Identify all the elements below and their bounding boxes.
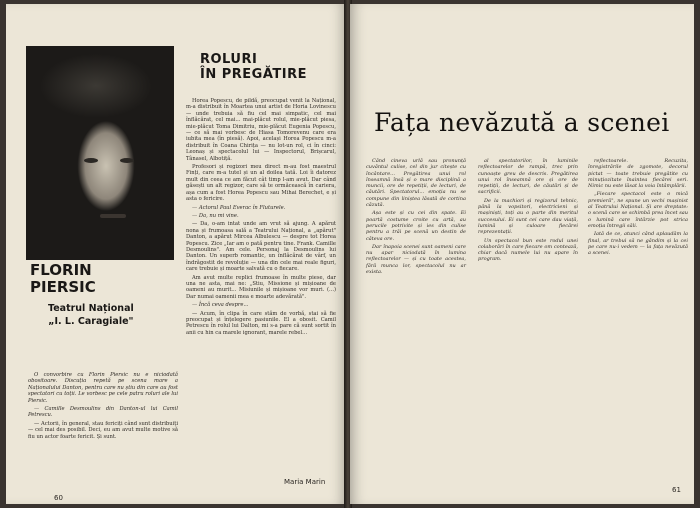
page-number-left: 60 [54,494,63,502]
paragraph: Horea Popescu, de pildă, preocupat venit la Național, m-a distribuit în Moartea unui artist de Horia Lovinescu — unde trebuia să fiu cel mai simpatic, cel mai înflăcărat, cel mai... mai-plăcut rolul, mie-plăcut piesa, mie-plăcut Toma Dimitriu, mie-plăcut Eugenia Popescu, — ce să mai vorbesc de Hiasa Tomorevenu care era iubita mea (în piesă). Apoi, același Horea Popescu m-a distribuit în Coana Chirița — nu lot-un rol, ci în cinci: Leonaș și spectacolul lui — Inspectorul, Brișcarul, Tânasel, Albotiță. [186,98,336,162]
portrait-eye-right [120,158,134,163]
paragraph: Am avut multe replici frumoase în multe piese, dar una ne asta, mai ne: „Stiu, Missione și mișioane de oameni au murit... Misiunile și mișioane vor muri. (...) Dar numai oamenii mea e moarte adevărată". [186,274,336,300]
portrait-mouth [100,214,126,218]
paragraph: al spectatorilor, în luminile reflectoarelor de rampă, trec prin cunoaște greu de descris. Pregătirea unui rol înseamnă ore și ore de repetiții, de lecturi, de căutări și de sacrificii. [478,158,578,196]
paragraph: Un spectacol bun este rodul unei colaborări în care fiecare om contează, chiar dacă numele lui nu apare în program. [478,237,578,263]
page-number-right: 61 [672,486,681,494]
paragraph: De la machiori și regizorul tehnic, până la vopsitori, electricieni și mașiniști, toți au o parte din meritul succesului. Ei sunt cei care dau viață, lumină și culoare fiecărei reprezentații. [478,197,578,236]
paragraph: Profesori și regizori meu direct m-au fost maestrul Finți, care m-a tutel și un al doilea tată. Loi îi datorez mult din ceea ce am făcut cât timp l-am avut. Dar când găsești un alt regizor, care să te ormăcească în cariera, așa cum a fost Horea Popescu sau Mihai Berechet, e și asta o fericire. [186,164,336,203]
actor-portrait-photo [26,46,174,260]
author-signature: Maria Marin [284,478,326,486]
actor-first-name: FLORIN [30,261,92,279]
article-column-2 [478,158,578,474]
theatre-name [48,302,134,328]
paragraph: O convorbire cu Florin Piersic nu e niciodată obositoare. Discuția repetă pe scena mare a Naționalului Danton, pentru care nu știu din care au fost spectatori cu toții. Le vorbesc pe cele patru roluri ale lui Piersic. [28,372,178,404]
paragraph: Dar înapoia scenei sunt oameni care nu apar niciodată în lumina reflectoarelor — și cu toate acestea, fără munca lor, spectacolul nu ar exista. [366,243,466,276]
portrait-eye-left [84,158,98,163]
theatre-line1: Teatrul Național [48,303,134,314]
paragraph: — Actorii, în general, stau fericiți când sunt distribuiți — cel mai des posibil. Deci, eu am avut multe motive să fiu un actor foarte fericit. Și sunt. [28,420,178,440]
article-title: Fața nevăzută a scenei [374,108,670,137]
paragraph: Iată de ce, atunci când aplaudăm la final, ar trebui să ne gândim și la cei pe care nu-i vedem — la fața nevăzută a scenei. [588,231,688,257]
paragraph: — Încă ceva despre... [192,302,249,309]
interview-column-left [28,372,178,472]
article-column-1 [366,158,466,474]
interview-column-right [186,98,336,470]
paragraph: Când cineva urlă sau pronunță cuvântul culise, cel din jur citește cu încântare... Pregătirea unui rol înseamnă însă și o mare disciplină a muncii, ore de repetiții, de lecturi, de căutări. Spectatorul... emoția nu se compune din liniștea lăsată de cortina căzută. [366,158,466,209]
actor-name [30,262,96,296]
actor-last-name: PIERSIC [30,278,96,296]
paragraph: „Fiecare spectacol este o mică premieră", ne spune un vechi mașinist al Teatrului Național. Și are dreptate: o scenă care se schimbă prea încet sau o lumină care întârzie pot strica emoția întregii săli. [588,191,688,229]
section-title-line2: ÎN PREGĂTIRE [200,67,307,82]
theatre-line2: „I. L. Caragiale" [48,316,134,327]
paragraph: reflectoarele. Recuzita, înregistrările de zgomote, decorul pictat — toate trebuie pregătite cu minuțiozitate înaintea fiecărei seri. Nimic nu este lăsat la voia întâmplării. [588,158,688,190]
article-column-3 [588,158,688,474]
paragraph: — Da, o-am intat unde am vrut să ajung. A apărut nona și frumoasa sală a Teatrului Național, a „apărut" Danton, a apărut Mircea Albulescu — despre tot Horea Popescu. Zice „Iar am o pată pentru tine. Frank. Camille Desmoulins". Am cele. Personaj la Desmoulins lui Danton. Un superb romantic, un înflăcărat de vârf, un îndrăgostit de revoluție — una din cele mai reale figuri, care trebuie și moarte salvată cu o fiecare. [186,221,336,273]
left-page [6,4,346,504]
paragraph: — Acum, în clipa în care stăm de vorbă, stai să fie preocupat și înțelegere pasiunile. El a obosit. Camil Petrescu în rolul lui Dalton, mi s-a pare că sunt sortit în anii cu hin ca marele ignorant, marele rebel... [186,310,336,336]
paragraph: — Da, nu mi vine. [192,212,239,219]
paragraph: — Camille Desmoulins din Danton-ul lui Camil Petrescu. [28,406,178,419]
paragraph: — Actorul Paul Everac în Fluturele. [192,204,286,211]
section-title-line1: ROLURI [200,52,258,67]
section-title [200,52,307,82]
paragraph: Așa este și cu cei din spate. Ei poartă costume croite cu artă, au perucile potrivite și ies din culise pentru a trăi pe scenă un destin de câteva ore. [366,210,466,242]
